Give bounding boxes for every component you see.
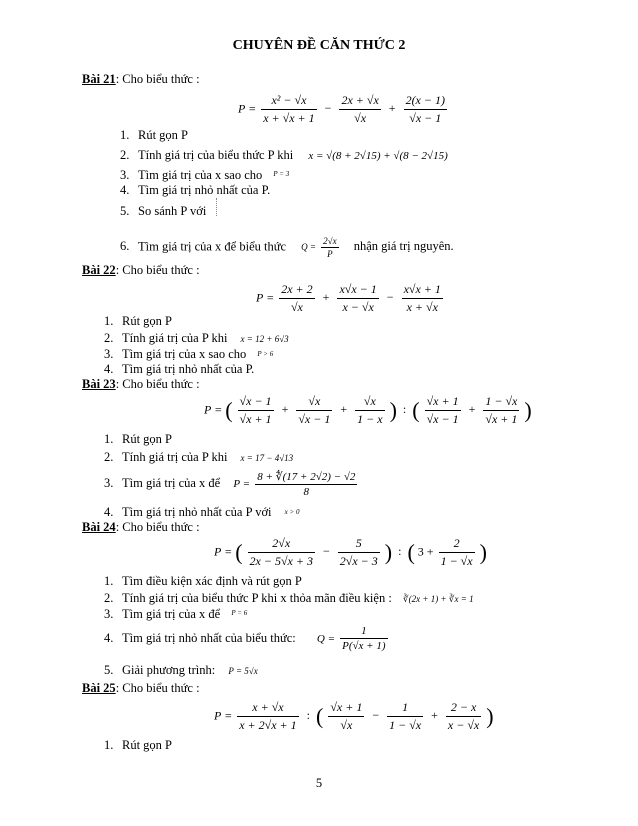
item-text: Rút gọn P	[122, 432, 173, 446]
item-text: Tìm giá trị của x để biểu thức	[138, 239, 287, 254]
fraction	[425, 394, 461, 427]
item-number: 6.	[120, 239, 130, 254]
problem-23-item-1	[104, 432, 172, 447]
problem-24-item-2	[104, 591, 474, 606]
problem-23-item-3	[104, 470, 359, 498]
fraction-denominator: √x + 1	[485, 412, 518, 426]
fraction-numerator: √x	[296, 394, 332, 411]
inline-math: x = 17 − 4√13	[240, 453, 294, 463]
fraction	[328, 700, 364, 733]
fraction-denominator: √x − 1	[409, 111, 442, 125]
division-operator: :	[306, 708, 310, 723]
problem-24-intro: : Cho biểu thức :	[115, 520, 200, 534]
problem-22-item-3	[104, 347, 273, 362]
fraction-numerator: 8 + ∜(17 + 2√2) − √2	[257, 471, 356, 483]
division-operator: :	[398, 544, 402, 559]
item-text: Tính giá trị của P khi	[122, 331, 228, 345]
inline-math-lhs: P =	[233, 477, 251, 490]
operator: −	[322, 544, 330, 559]
item-text: Tính giá trị của P khi	[122, 450, 228, 464]
operator: +	[281, 402, 289, 417]
inline-fraction	[340, 625, 387, 652]
inline-fraction	[321, 236, 338, 259]
item-text: Tính giá trị của biểu thức P khi	[138, 148, 294, 162]
problem-25-intro: : Cho biểu thức :	[115, 681, 200, 695]
item-number: 3.	[104, 475, 114, 490]
problem-24-heading	[82, 520, 200, 535]
fraction	[483, 394, 519, 427]
fraction-denominator: 1 − √x	[389, 718, 422, 732]
item-number: 2.	[120, 148, 130, 162]
operator: +	[388, 101, 396, 116]
fraction-numerator: 1	[340, 625, 387, 639]
fraction-denominator: x + √x + 1	[263, 111, 315, 125]
formula-term: 3 +	[417, 544, 434, 559]
item-number: 4.	[104, 362, 114, 376]
fraction-denominator: P	[327, 249, 333, 259]
missing-math-placeholder	[216, 198, 217, 216]
fraction-denominator: x − √x	[342, 300, 374, 314]
right-paren: )	[384, 539, 393, 565]
formula-lhs: P =	[238, 101, 257, 116]
item-number: 1.	[104, 314, 114, 328]
operator: −	[372, 708, 380, 723]
inline-math-lhs: Q =	[316, 632, 335, 645]
fraction-numerator: 1 − √x	[483, 394, 519, 411]
item-number: 4.	[104, 631, 114, 645]
problem-22-item-4	[104, 362, 254, 377]
inline-math: P = 5√x	[228, 666, 258, 676]
inline-math-lhs: Q =	[301, 242, 316, 253]
problem-22-item-1	[104, 314, 172, 329]
problem-21-item-6	[120, 236, 454, 259]
problem-25-heading	[82, 681, 200, 696]
problem-23-label: Bài 23	[82, 377, 116, 391]
problem-23-item-4	[104, 505, 300, 520]
item-number: 1.	[104, 432, 114, 446]
operator: +	[468, 402, 476, 417]
fraction-denominator: √x	[354, 111, 367, 125]
item-text: Rút gọn P	[138, 128, 189, 142]
fraction	[387, 700, 423, 733]
item-number: 3.	[104, 607, 114, 621]
item-number: 1.	[120, 128, 130, 142]
fraction-denominator: 8	[303, 486, 310, 498]
right-paren: )	[479, 539, 487, 565]
fraction	[355, 394, 384, 427]
fraction	[402, 282, 443, 315]
item-number: 5.	[120, 204, 130, 218]
fraction-numerator: √x − 1	[238, 394, 274, 411]
problem-21-label: Bài 21	[82, 72, 116, 86]
fraction-numerator: √x	[355, 394, 384, 411]
fraction-denominator: 1 − x	[357, 412, 383, 426]
problem-24-item-1	[104, 574, 302, 589]
operator: +	[322, 290, 330, 305]
item-number: 4.	[104, 505, 114, 519]
fraction-denominator: 2√x − 3	[339, 554, 378, 568]
item-text: Tìm giá trị nhỏ nhất của P.	[122, 362, 255, 376]
fraction-denominator: x + 2√x + 1	[239, 718, 297, 732]
fraction-numerator: x + √x	[237, 700, 298, 717]
item-text: Tìm giá trị của x để	[122, 475, 221, 490]
item-text: Tìm giá trị nhỏ nhất của P với	[122, 505, 272, 519]
problem-22-label: Bài 22	[82, 263, 116, 277]
fraction-numerator: 5	[338, 536, 380, 553]
fraction-numerator: 2(x − 1)	[404, 93, 447, 110]
fraction-denominator: x − √x	[447, 718, 480, 732]
problem-21-intro: : Cho biểu thức :	[115, 72, 200, 86]
fraction-numerator: 2	[439, 536, 475, 553]
division-operator: :	[402, 402, 407, 417]
operator: −	[386, 290, 394, 305]
fraction	[248, 536, 315, 569]
formula-lhs: P =	[256, 290, 275, 305]
problem-21-item-2	[120, 148, 448, 163]
item-text: So sánh P với	[138, 204, 207, 218]
left-paren: (	[316, 703, 324, 729]
problem-25-formula	[214, 700, 494, 733]
item-text: Tìm giá trị của x để	[122, 607, 221, 621]
fraction-denominator: √x − 1	[426, 412, 459, 426]
operator: −	[324, 101, 332, 116]
fraction	[337, 282, 378, 315]
fraction	[404, 93, 447, 126]
problem-25-item-1	[104, 738, 172, 753]
fraction-denominator: √x + 1	[239, 412, 272, 426]
item-number: 2.	[104, 450, 114, 464]
fraction-numerator: √x + 1	[328, 700, 364, 717]
item-text: Rút gọn P	[122, 738, 173, 752]
item-number: 2.	[104, 331, 114, 345]
fraction-denominator: P(√x + 1)	[342, 640, 386, 652]
problem-23-formula	[204, 394, 532, 427]
problem-22-item-2	[104, 331, 289, 346]
item-number: 5.	[104, 663, 114, 677]
problem-21-item-5	[120, 204, 206, 219]
inline-math: P > 6	[257, 350, 274, 358]
problem-24-item-4	[104, 625, 390, 652]
problem-21-item-4	[120, 183, 270, 198]
problem-24-item-5	[104, 663, 258, 678]
formula-lhs: P =	[214, 544, 233, 559]
formula-lhs: P =	[204, 402, 223, 417]
fraction-numerator: x² − √x	[261, 93, 316, 110]
item-number: 2.	[104, 591, 114, 605]
fraction	[238, 394, 274, 427]
fraction	[439, 536, 475, 569]
fraction-numerator: 2√x	[248, 536, 315, 553]
item-text: Tìm giá trị của x sao cho	[122, 347, 247, 361]
fraction-numerator: 2 − x	[446, 700, 481, 717]
fraction-numerator: 1	[387, 700, 423, 717]
fraction-denominator: x + √x	[406, 300, 438, 314]
right-paren: )	[389, 397, 397, 423]
operator: +	[340, 402, 348, 417]
problem-24-formula	[214, 536, 487, 569]
inline-math: ∛(2x + 1) + ∛x = 1	[402, 594, 474, 604]
fraction-denominator: 2x − 5√x + 3	[249, 554, 313, 568]
inline-math: x = √(8 + 2√15) + √(8 − 2√15)	[308, 150, 448, 162]
item-number: 3.	[104, 347, 114, 361]
problem-21-item-1	[120, 128, 188, 143]
fraction-numerator: √x + 1	[425, 394, 461, 411]
item-text-after: nhận giá trị nguyên.	[353, 239, 454, 254]
inline-math: x = 12 + 6√3	[240, 334, 289, 344]
item-text: Tìm điều kiện xác định và rút gọn P	[122, 574, 302, 588]
page-number: 5	[315, 776, 323, 790]
problem-24-label: Bài 24	[82, 520, 116, 534]
problem-23-heading	[82, 377, 200, 392]
problem-22-formula	[256, 282, 445, 315]
fraction	[338, 536, 380, 569]
fraction-numerator: 2x + 2	[279, 282, 314, 299]
problem-21-item-3	[120, 168, 289, 183]
fraction	[446, 700, 481, 733]
inline-fraction	[255, 470, 357, 498]
fraction-numerator: 2x + √x	[339, 93, 380, 110]
inline-math: x > 0	[284, 508, 300, 516]
right-paren: )	[524, 397, 532, 423]
fraction-numerator: x√x − 1	[337, 282, 378, 299]
item-number: 1.	[104, 738, 114, 752]
problem-25-label: Bài 25	[82, 681, 116, 695]
problem-21-heading	[82, 72, 200, 87]
problem-21-formula	[238, 93, 449, 126]
right-paren: )	[486, 703, 494, 729]
fraction	[296, 394, 332, 427]
fraction-denominator: √x − 1	[298, 412, 331, 426]
item-text: Tính giá trị của biểu thức P khi x thỏa mãn điều kiện :	[122, 591, 392, 605]
left-paren: (	[412, 397, 420, 423]
fraction-denominator: √x	[340, 718, 353, 732]
problem-24-item-3	[104, 607, 247, 622]
fraction	[261, 93, 316, 126]
left-paren: (	[225, 397, 233, 423]
left-paren: (	[235, 539, 243, 565]
formula-lhs: P =	[214, 708, 233, 723]
left-paren: (	[407, 539, 415, 565]
item-text: Rút gọn P	[122, 314, 173, 328]
fraction	[339, 93, 380, 126]
page-title: CHUYÊN ĐỀ CĂN THỨC 2	[232, 38, 406, 53]
item-number: 1.	[104, 574, 114, 588]
item-text: Tìm giá trị nhỏ nhất của biểu thức:	[122, 631, 296, 645]
problem-23-item-2	[104, 450, 293, 465]
fraction-numerator: x√x + 1	[402, 282, 443, 299]
fraction-numerator: 2√x	[323, 236, 337, 246]
fraction	[279, 282, 314, 315]
item-text: Tìm giá trị nhỏ nhất của P.	[138, 183, 271, 197]
inline-math: P = 6	[231, 609, 248, 617]
item-number: 3.	[120, 168, 130, 182]
problem-23-intro: : Cho biểu thức :	[115, 377, 200, 391]
problem-22-intro: : Cho biểu thức :	[115, 263, 200, 277]
item-number: 4.	[120, 183, 130, 197]
fraction	[237, 700, 298, 733]
operator: +	[431, 708, 438, 723]
fraction-denominator: 1 − √x	[440, 554, 473, 568]
item-text: Giải phương trình:	[122, 663, 216, 677]
item-text: Tìm giá trị của x sao cho	[138, 168, 263, 182]
inline-math: P = 3	[273, 170, 290, 178]
problem-22-heading	[82, 263, 200, 278]
fraction-denominator: √x	[290, 300, 303, 314]
